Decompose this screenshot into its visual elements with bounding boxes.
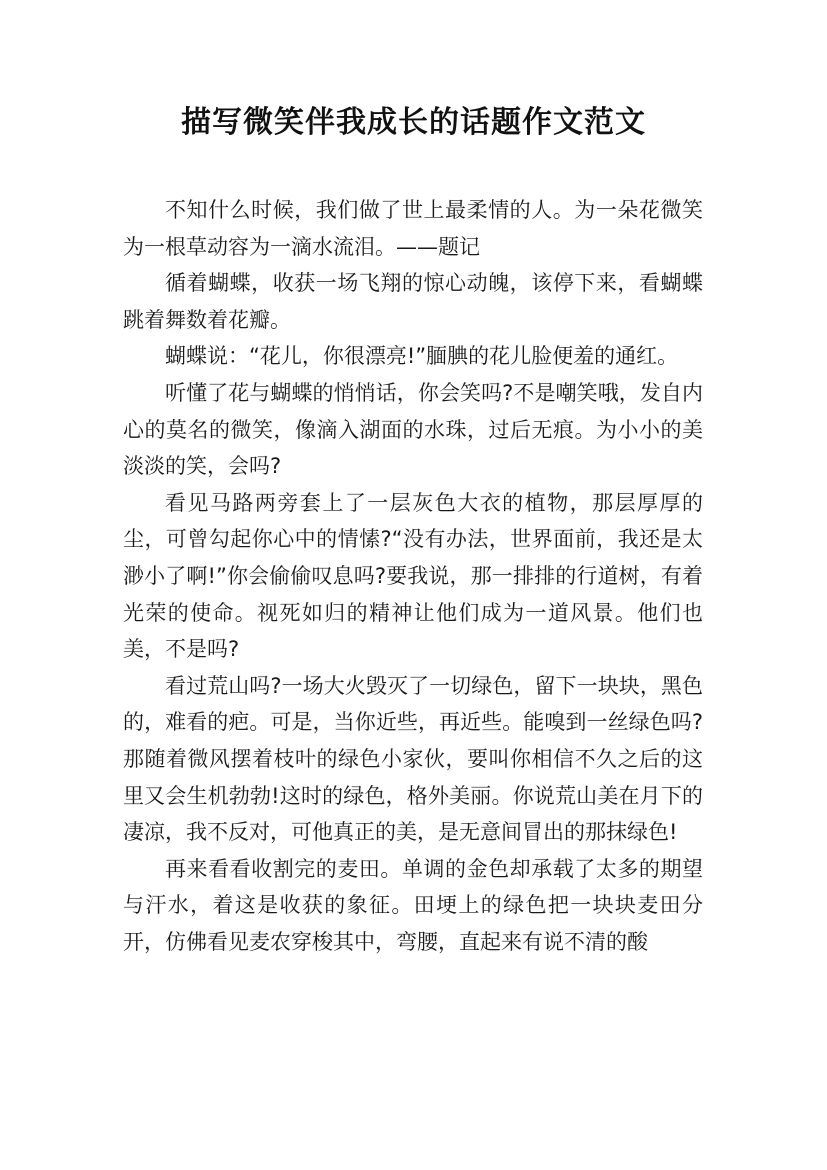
paragraph-epigraph: 不知什么时候，我们做了世上最柔情的人。为一朵花微笑为一根草动容为一滴水流泪。——题记	[123, 198, 703, 259]
document-title: 描写微笑伴我成长的话题作文范文	[181, 105, 646, 140]
paragraph-roadside-trees: 看见马路两旁套上了一层灰色大衣的植物，那层厚厚的尘，可曾勾起你心中的情愫?“没有办法，世界面前，我还是太渺小了啊!”你会偷偷叹息吗?要我说，那一排排的行道树，有着光荣的使命。视死如归的精神让他们成为一道风景。他们也美，不是吗?	[123, 490, 703, 662]
paragraph-butterfly-speech: 蝴蝶说：“花儿，你很漂亮!”腼腆的花儿脸便羞的通红。	[165, 344, 679, 369]
paragraph-barren-hill: 看过荒山吗?一场大火毁灭了一切绿色，留下一块块，黑色的，难看的疤。可是，当你近些，再近些。能嗅到一丝绿色吗?那随着微风摆着枝叶的绿色小家伙，要叫你相信不久之后的这里又会生机勃勃!这时的绿色，格外美丽。你说荒山美在月下的凄凉，我不反对，可他真正的美，是无意间冒出的那抹绿色!	[123, 673, 703, 845]
document-body	[123, 192, 703, 960]
paragraph-smile: 听懂了花与蝴蝶的悄悄话，你会笑吗?不是嘲笑哦，发自内心的莫名的微笑，像滴入湖面的水珠，过后无痕。为小小的美淡淡的笑，会吗?	[123, 380, 703, 479]
paragraph-butterfly: 循着蝴蝶，收获一场飞翔的惊心动魄，该停下来，看蝴蝶跳着舞数着花瓣。	[123, 271, 703, 332]
paragraph-wheat-field: 再来看看收割完的麦田。单调的金色却承载了太多的期望与汗水，着这是收获的象征。田埂上的绿色把一块块麦田分开，仿佛看见麦农穿梭其中，弯腰，直起来有说不清的酸	[123, 856, 703, 954]
